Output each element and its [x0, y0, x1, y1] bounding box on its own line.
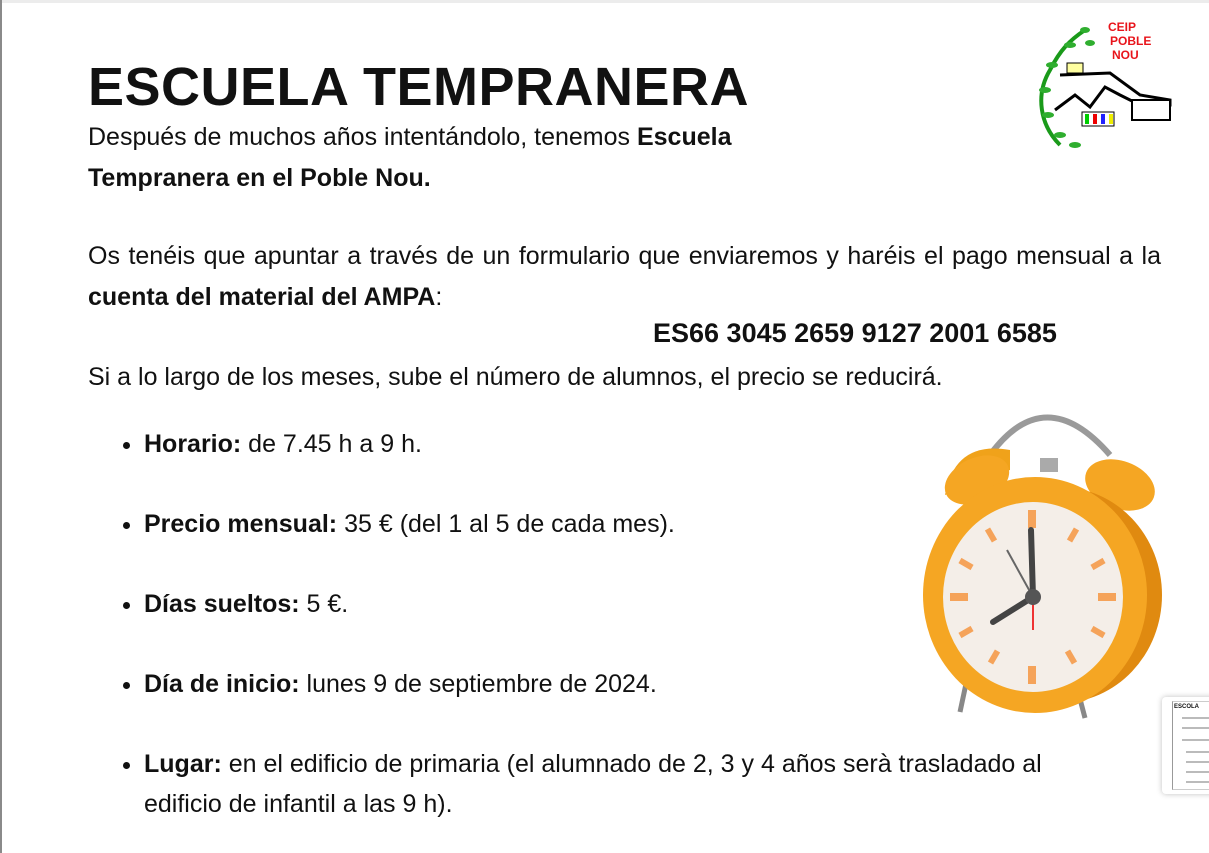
signup-paragraph: [88, 236, 1161, 318]
intro-bold: Escuela Tempranera en el Poble Nou.: [88, 123, 732, 192]
item-label: Día de inicio:: [144, 670, 300, 698]
item-text: de 7.45 h a 9 h.: [241, 430, 422, 458]
item-text: 5 €.: [299, 590, 349, 618]
thumbnail-line: [1186, 751, 1209, 753]
item-label: Días sueltos:: [144, 590, 300, 618]
logo-line: POBLE: [1110, 34, 1152, 48]
thumbnail-line: [1182, 739, 1209, 741]
thumbnail-line: [1186, 781, 1209, 783]
school-logo: [1030, 15, 1180, 160]
signup-end: :: [435, 283, 443, 311]
page-left-edge: [0, 0, 2, 853]
item-label: Lugar:: [144, 750, 222, 778]
list-item: [144, 744, 1044, 824]
signup-text: Os tenéis que apuntar a través de un formulario que enviaremos y haréis el pago mensual a la: [88, 242, 1161, 270]
item-text: 35 € (del 1 al 5 de cada mes).: [337, 510, 675, 538]
alarm-clock-image: [915, 400, 1175, 730]
logo-text: [1108, 20, 1151, 62]
logo-line: NOU: [1112, 48, 1139, 62]
logo-line: CEIP: [1108, 20, 1137, 34]
top-border: [0, 0, 1209, 3]
signup-bold: cuenta del material del AMPA: [88, 283, 436, 311]
thumbnail-line: [1182, 727, 1209, 729]
thumbnail-line: [1182, 717, 1209, 719]
thumbnail-title: ESCOLA: [1174, 704, 1200, 710]
item-label: Horario:: [144, 430, 242, 458]
intro-text: Después de muchos años intentándolo, tenemos: [88, 123, 637, 151]
screenshot-thumbnail[interactable]: [1162, 697, 1209, 794]
thumbnail-line: [1186, 761, 1209, 763]
item-text: en el edificio de primaria (el alumnado de 2, 3 y 4 años serà trasladado al edificio de infantil a las 9 h).: [144, 750, 1042, 818]
thumbnail-page: [1172, 701, 1209, 790]
intro-paragraph: [88, 117, 868, 199]
iban-number: ES66 3045 2659 9127 2001 6585: [653, 318, 1057, 348]
item-text: lunes 9 de septiembre de 2024.: [299, 670, 657, 698]
price-note: Si a lo largo de los meses, sube el número de alumnos, el precio se reducirá.: [88, 363, 943, 391]
thumbnail-line: [1186, 771, 1209, 773]
page-title: ESCUELA TEMPRANERA: [88, 57, 750, 117]
item-label: Precio mensual:: [144, 510, 338, 538]
